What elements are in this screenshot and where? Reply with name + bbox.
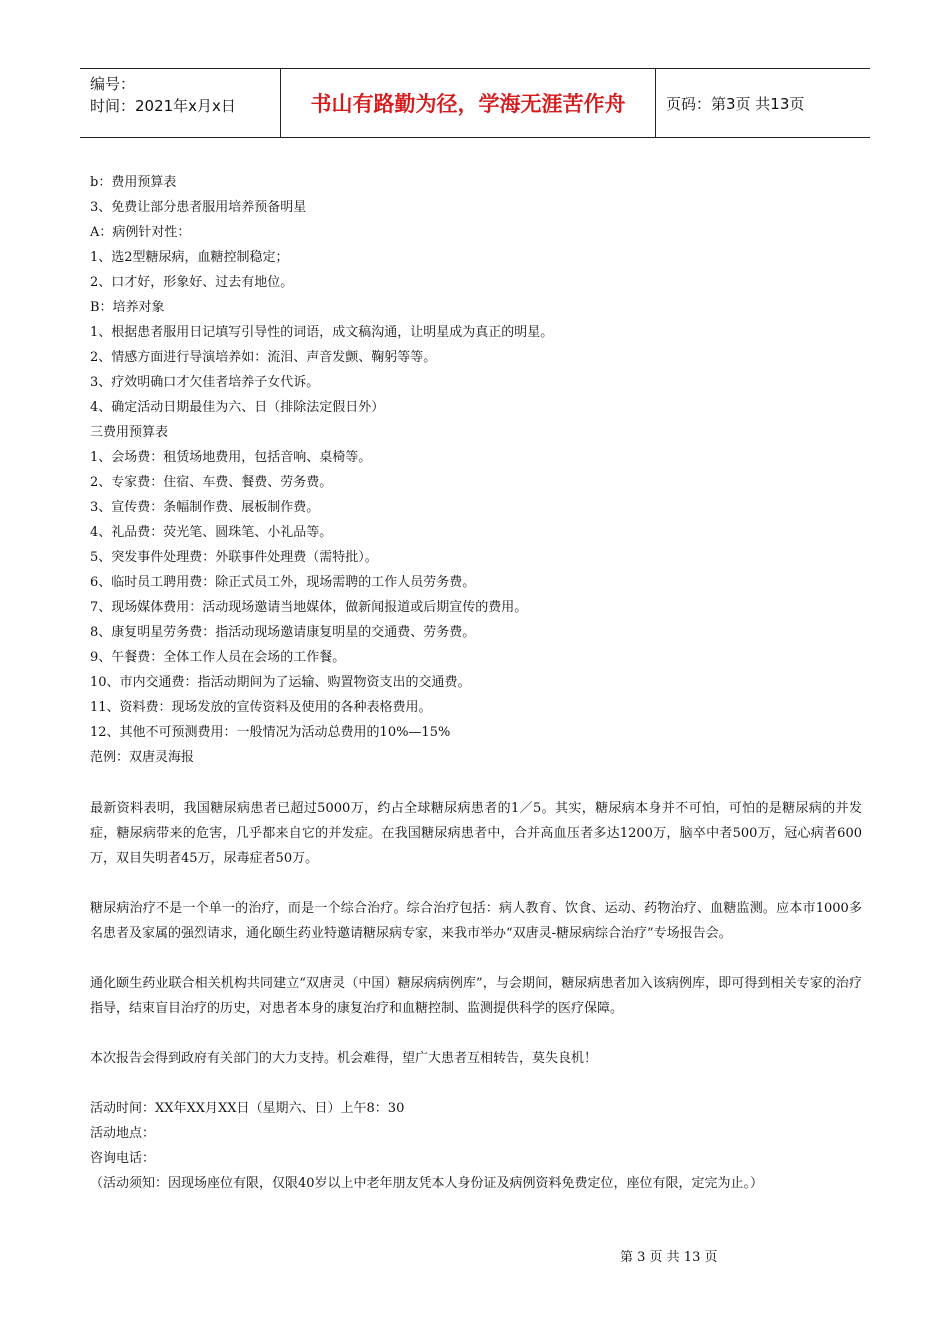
document-number-label: 编号： [90,75,136,93]
text-line: 1、会场费：租赁场地费用，包括音响、桌椅等。 [90,450,372,465]
text-line: 2、口才好，形象好、过去有地位。 [90,275,294,290]
text-line: 11、资料费：现场发放的宣传资料及使用的各种表格费用。 [90,700,432,715]
text-line: 8、康复明星劳务费：指活动现场邀请康复明星的交通费、劳务费。 [90,625,476,640]
text-line: 9、午餐费：全体工作人员在会场的工作餐。 [90,650,346,665]
header-motto: 书山有路勤为径，学海无涯苦作舟 [280,69,656,137]
paragraph: 通化颐生药业联合相关机构共同建立“双唐灵（中国）糖尿病病例库”，与会期间，糖尿病患者加入该病例库，即可得到相关专家的治疗指导，结束盲目治疗的历史，对患者本身的康复治疗和血糖控制、监测提供科学的医疗保障。 [90,976,862,1016]
event-notice: （活动须知：因现场座位有限，仅限40岁以上中老年朋友凭本人身份证及病例资料免费定位，座位有限，定完为止。） [90,1176,764,1191]
text-line: 2、情感方面进行导演培养如：流泪、声音发颤、鞠躬等等。 [90,350,437,365]
text-line: 3、免费让部分患者服用培养预备明星 [90,200,307,215]
text-line: 6、临时员工聘用费：除正式员工外，现场需聘的工作人员劳务费。 [90,575,476,590]
text-line: 三费用预算表 [90,425,169,440]
text-line: 4、确定活动日期最佳为六、日（排除法定假日外） [90,400,385,415]
text-line: A：病例针对性： [90,225,191,240]
event-place: 活动地点： [90,1126,156,1141]
event-time: 活动时间：XX年XX月XX日（星期六、日）上午8：30 [90,1101,405,1116]
document-date: 时间：2021年x月x日 [90,97,236,115]
text-line: 5、突发事件处理费：外联事件处理费（需特批）。 [90,550,378,565]
paragraph: 糖尿病治疗不是一个单一的治疗，而是一个综合治疗。综合治疗包括：病人教育、饮食、运动、药物治疗、血糖监测。应本市1000多名患者及家属的强烈请求，通化颐生药业特邀请糖尿病专家，来我市举办“双唐灵-糖尿病综合治疗”专场报告会。 [90,901,862,941]
text-line: b：费用预算表 [90,175,177,190]
paragraph: 本次报告会得到政府有关部门的大力支持。机会难得，望广大患者互相转告，莫失良机！ [90,1051,598,1066]
page-header [80,68,870,138]
text-line: 12、其他不可预测费用：一般情况为活动总费用的10%—15% [90,725,451,740]
text-line: 1、选2型糖尿病，血糖控制稳定； [90,250,289,265]
footer-page-number: 第 3 页 共 13 页 [620,1250,718,1265]
text-line: 7、现场媒体费用：活动现场邀请当地媒体，做新闻报道或后期宣传的费用。 [90,600,528,615]
text-line: 1、根据患者服用日记填写引导性的词语，成文稿沟通，让明星成为真正的明星。 [90,325,554,340]
text-line: 10、市内交通费：指活动期间为了运输、购置物资支出的交通费。 [90,675,471,690]
header-page-number: 页码：第3页 共13页 [666,94,805,113]
text-line: 3、宣传费：条幅制作费、展板制作费。 [90,500,320,515]
event-phone: 咨询电话： [90,1151,156,1166]
text-line: B：培养对象 [90,300,165,315]
text-line: 4、礼品费：荧光笔、圆珠笔、小礼品等。 [90,525,333,540]
paragraph: 最新资料表明，我国糖尿病患者已超过5000万，约占全球糖尿病患者的1／5。其实，糖尿病本身并不可怕，可怕的是糖尿病的并发症，糖尿病带来的危害，几乎都来自它的并发症。在我国糖尿病患者中，合并高血压者多达1200万，脑卒中者500万，冠心病者600万，双目失明者45万，尿毒症者50万。 [90,801,862,866]
text-line: 范例：双唐灵海报 [90,750,195,765]
text-line: 2、专家费：住宿、车费、餐费、劳务费。 [90,475,333,490]
text-line: 3、疗效明确口才欠佳者培养子女代诉。 [90,375,320,390]
header-meta [80,69,280,137]
document-body [90,170,862,1196]
